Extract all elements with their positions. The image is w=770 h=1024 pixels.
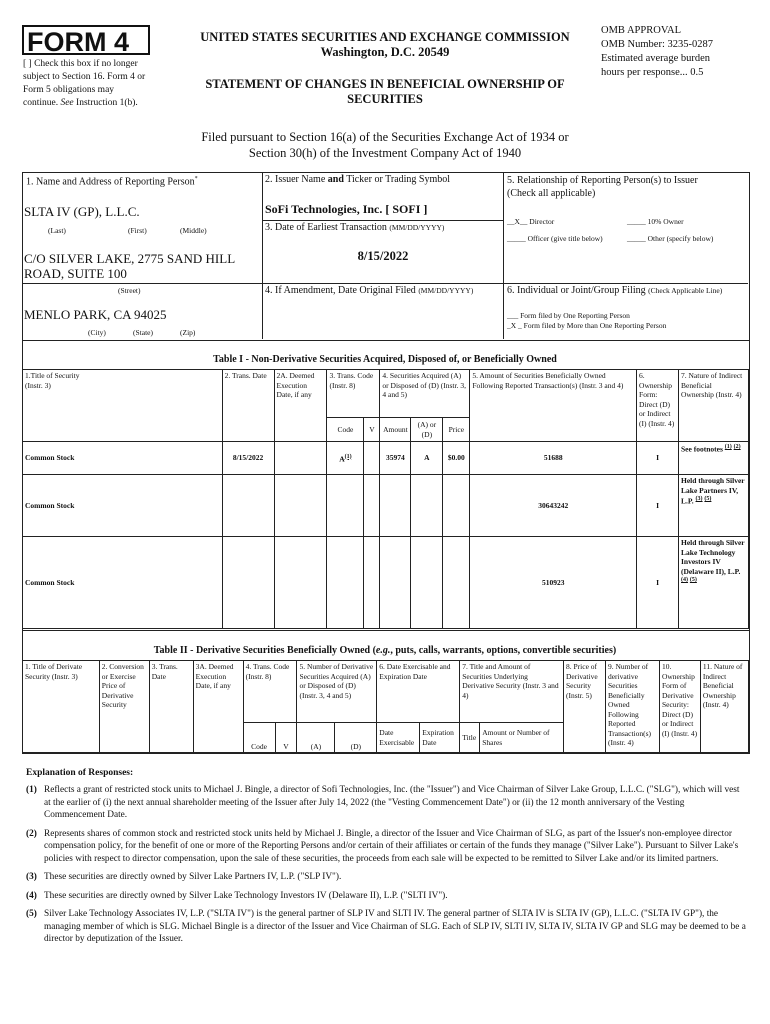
t1-cell-amount	[380, 475, 411, 537]
divider	[22, 283, 748, 284]
t2-header-number: 5. Number of Derivative Securities Acquired (A) or Disposed of (D) (Instr. 3, 4 and 5)	[297, 661, 377, 723]
state-label: (State)	[133, 328, 153, 337]
divider	[503, 172, 504, 339]
t1-cell-amount	[380, 537, 411, 629]
t1-cell-title: Common Stock	[23, 537, 223, 629]
reporting-person-name: SLTA IV (GP), L.L.C.	[24, 204, 140, 219]
box1-label-text: 1. Name and Address of Reporting Person	[26, 176, 195, 188]
t2-header-conversion: 2. Conversion or Exercise Price of Derivative Security	[99, 661, 149, 753]
agency-header	[170, 30, 600, 60]
table2-title-eg: e.g.	[375, 645, 391, 656]
t1-cell-title: Common Stock	[23, 475, 223, 537]
t1-code-value: A	[339, 454, 345, 463]
explanation-section	[26, 768, 746, 952]
t2-header-form: 10. Ownership Form of Derivative Security: Direct (D) or Indirect (I) (Instr. 4)	[659, 661, 700, 753]
box5-label-line: (Check all applicable)	[507, 188, 596, 199]
t2-header-owned: 9. Number of derivative Securities Beneficially Owned Following Reported Transaction(s) (Instr. 4)	[605, 661, 659, 753]
t2-sub-title: Title	[460, 723, 480, 753]
filed-pursuant	[100, 130, 670, 161]
street-line: ROAD, SUITE 100	[24, 266, 127, 281]
t2-header-underlying: 7. Title and Amount of Securities Underlying Derivative Security (Instr. 3 and 4)	[460, 661, 564, 723]
t1-cell-owned: 30643242	[470, 475, 637, 537]
filed-line: Filed pursuant to Section 16(a) of the Securities Exchange Act of 1934 or	[201, 130, 569, 144]
t1-cell-deemed	[274, 537, 327, 629]
table-row	[23, 442, 749, 475]
box2-label-text: 2. Issuer Name	[265, 174, 328, 185]
box1-label-mark: *	[194, 176, 198, 182]
t1-cell-code	[327, 475, 364, 537]
t1-header-deemed: 2A. Deemed Execution Date, if any	[274, 370, 327, 442]
t1-cell-nature	[679, 475, 749, 537]
first-label: (First)	[128, 226, 147, 235]
city-label: (City)	[88, 328, 106, 337]
t1-cell-code	[327, 442, 364, 475]
box2-label-and: and	[327, 174, 344, 185]
officer-checkbox[interactable]: _____ Officer (give title below)	[507, 234, 603, 243]
box6-label-text: 6. Individual or Joint/Group Filing	[507, 285, 646, 296]
box1-label	[26, 176, 198, 187]
t1-cell-form: I	[637, 475, 679, 537]
t2-sub-date-exercisable: Date Exercisable	[377, 723, 420, 753]
t1-cell-title: Common Stock	[23, 442, 223, 475]
t1-cell-v	[364, 537, 380, 629]
box2-label	[265, 174, 450, 185]
t2-sub-a: (A)	[297, 723, 335, 753]
t1-cell-amount: 35974	[380, 442, 411, 475]
checkbox-note-line	[23, 97, 173, 110]
t1-sub-v: V	[364, 418, 380, 442]
t1-sub-code: Code	[327, 418, 364, 442]
director-checkbox[interactable]: __X__ Director	[507, 217, 555, 226]
box4-label	[265, 285, 473, 296]
footnote	[26, 828, 746, 866]
checkbox-note-see: See	[60, 98, 74, 108]
t1-cell-date	[222, 537, 274, 629]
form-title: FORM 4	[22, 25, 150, 55]
footnote-number: (4)	[26, 890, 37, 901]
reporting-person-street	[24, 251, 260, 281]
t2-sub-expiration: Expiration Date	[420, 723, 460, 753]
t1-cell-form: I	[637, 537, 679, 629]
footnote	[26, 784, 746, 822]
footnote-link[interactable]: (5)	[704, 496, 712, 502]
t2-sub-code: Code	[243, 723, 275, 753]
box5-label	[507, 174, 698, 200]
t1-cell-nature	[679, 442, 749, 475]
t1-header-title	[23, 370, 223, 442]
footnote-text: Represents shares of common stock and restricted stock units held by Michael J. Bingle, a director of the Issuer and Vice Chairman of SLG, as part of the Issuer's non-employee director compensation policy, for the benefit of one or more of the Reporting Persons and/or certain of their affiliates or certain of the funds they manage ("Silver Lake"). Pursuant to Silver Lake's policies with respect to director compensation, upon the sale of these securities, the proceeds from each sale will be expected to be remitted to Silver Lake and/or its limited partners.	[44, 828, 739, 864]
checkbox-note-line[interactable]: [ ] Check this box if no longer	[23, 59, 138, 69]
footnote-link[interactable]: (3)	[695, 496, 703, 502]
t1-nature-text: Held through Silver Lake Partners IV, L.P.	[681, 476, 745, 506]
t2-sub-amount: Amount or Number of Shares	[480, 723, 564, 753]
middle-label: (Middle)	[180, 226, 207, 235]
t1-header-nature: 7. Nature of Indirect Beneficial Ownership (Instr. 4)	[679, 370, 749, 442]
t1-header-date: 2. Trans. Date	[222, 370, 274, 442]
checkbox-note-continue: continue.	[23, 98, 59, 108]
table2-title-text: , puts, calls, warrants, options, convertible securities)	[390, 645, 617, 656]
street-line: C/O SILVER LAKE, 2775 SAND HILL	[24, 251, 236, 266]
t1-cell-nature	[679, 537, 749, 629]
footnote	[26, 908, 746, 946]
footnote-number: (1)	[26, 785, 37, 795]
t1-cell-date	[222, 475, 274, 537]
box6-label-note: (Check Applicable Line)	[648, 286, 723, 295]
table1-title: Table I - Non-Derivative Securities Acquired, Disposed of, or Beneficially Owned	[213, 354, 557, 365]
box3-label-fmt: (MM/DD/YYYY)	[389, 223, 445, 232]
t1-sub-amount: Amount	[380, 418, 411, 442]
t1-cell-owned: 51688	[470, 442, 637, 475]
table2-title	[22, 645, 748, 656]
t1-sub-price: Price	[443, 418, 470, 442]
earliest-transaction-date: 8/15/2022	[357, 249, 409, 263]
t1-cell-v	[364, 475, 380, 537]
omb-line: Estimated average burden	[601, 53, 711, 64]
t1-cell-deemed	[274, 442, 327, 475]
t1-cell-date: 8/15/2022	[222, 442, 274, 475]
statement-line: STATEMENT OF CHANGES IN BENEFICIAL OWNERSHIP OF	[205, 77, 565, 91]
footnote-link[interactable]: (5)	[689, 577, 697, 583]
t1-nature-text: Held through Silver Lake Technology Investors IV (Delaware II), L.P.	[681, 538, 745, 576]
t1-cell-price	[443, 475, 470, 537]
one-reporting-person-option[interactable]: ___ Form filed by One Reporting Person	[507, 311, 630, 320]
table2	[22, 660, 749, 753]
t1-cell-price	[443, 537, 470, 629]
t1-cell-code	[327, 537, 364, 629]
t1-cell-price: $0.00	[443, 442, 470, 475]
table1	[22, 369, 749, 629]
footnote-text: Silver Lake Technology Associates IV, L.P. ("SLTA IV") is the general partner of SLP IV and SLTI IV. The general partner of SLTA IV is SLTA IV (GP), L.L.C. ("SLTA IV GP"), the managing member of which is SLG. Michael Bingle is a director of the Issuer and Vice Chairman of SLG. Each of SLP IV, SLTI IV, SLTA IV, SLTA IV GP and SLG may be deemed to be a director by deputization of the Issuer.	[44, 909, 746, 944]
t1-nature-text: See footnotes	[681, 444, 723, 454]
omb-line: OMB Number: 3235-0287	[601, 39, 713, 50]
t1-cell-v	[364, 442, 380, 475]
t1-header-code: 3. Trans. Code (Instr. 8)	[327, 370, 380, 418]
box6-label	[507, 285, 722, 296]
footnote-link[interactable]: (4)	[681, 577, 689, 583]
box4-label-text: 4. If Amendment, Date Original Filed	[265, 285, 416, 296]
t2-sub-v: V	[275, 723, 297, 753]
table2-title-text: Table II - Derivative Securities Beneficially Owned (	[153, 645, 376, 656]
issuer-name: SoFi Technologies, Inc. [ SOFI ]	[265, 202, 428, 216]
statement-title	[170, 77, 600, 107]
divider	[262, 220, 503, 221]
box3-label-text: 3. Date of Earliest Transaction	[265, 222, 387, 233]
t1-header-form: 6. Ownership Form: Direct (D) or Indirect (I) (Instr. 4)	[637, 370, 679, 442]
t2-header-code: 4. Trans. Code (Instr. 8)	[243, 661, 297, 723]
filed-line: Section 30(h) of the Investment Company Act of 1940	[248, 145, 522, 160]
t1-header-owned: 5. Amount of Securities Beneficially Owned Following Reported Transaction(s) (Instr. 3 and 4)	[470, 370, 637, 442]
footnote-text: Reflects a grant of restricted stock units to Michael J. Bingle, a director of Sofi Technologies, Inc. (the "Issuer") and Vice Chairman of Silver Lake Group, L.L.C. ("SLG"), which will vest at the earlier of (i) the next annual shareholder meeting of the Issuer after July 14, 2022 (the "Vesting Commencement Date") or (ii) the 12 month anniversary of the Vesting Commencement Date.	[44, 785, 740, 820]
t2-header-exercisable: 6. Date Exercisable and Expiration Date	[377, 661, 460, 723]
checkbox-note-line: subject to Section 16. Form 4 or	[23, 72, 146, 82]
box5-label-line: 5. Relationship of Reporting Person(s) to Issuer	[507, 175, 698, 186]
t1-cell-aord: A	[411, 442, 443, 475]
agency-city: Washington, D.C. 20549	[320, 45, 450, 59]
checkbox-note-line: Form 5 obligations may	[23, 85, 115, 95]
t2-header-nature: 11. Nature of Indirect Beneficial Ownership (Instr. 4)	[700, 661, 748, 753]
footnote-text: These securities are directly owned by Silver Lake Technology Investors IV (Delaware II), L.P. ("SLTI IV").	[44, 890, 448, 901]
last-label: (Last)	[48, 226, 66, 235]
t2-header-date: 3. Trans. Date	[149, 661, 193, 753]
footnote-link[interactable]: (2)	[733, 444, 741, 450]
t1-sub-aord: (A) or (D)	[411, 418, 443, 442]
reporting-person-city: MENLO PARK, CA 94025	[24, 307, 167, 322]
t1-cell-deemed	[274, 475, 327, 537]
checkbox-note-instr: Instruction 1(b).	[76, 98, 138, 108]
footnote-number: (3)	[26, 872, 37, 882]
box2-label-text: Ticker or Trading Symbol	[343, 174, 451, 185]
t2-header-price: 8. Price of Derivative Security (Instr. 5)	[564, 661, 606, 753]
t2-header-title: 1. Title of Derivate Security (Instr. 3)	[23, 661, 100, 753]
t2-sub-d: (D)	[335, 723, 377, 753]
checkbox-note	[23, 58, 173, 110]
footnote-number: (5)	[26, 909, 37, 919]
table-row	[23, 475, 749, 537]
explanation-heading: Explanation of Responses:	[26, 768, 134, 778]
statement-line: SECURITIES	[347, 92, 423, 106]
box4-label-fmt: (MM/DD/YYYY)	[418, 286, 474, 295]
footnote	[26, 890, 746, 903]
other-checkbox[interactable]: _____ Other (specify below)	[627, 234, 714, 243]
multiple-reporting-persons-option[interactable]: _X _ Form filed by More than One Reporting Person	[507, 321, 667, 330]
t1-h1: 1.Title of Security	[25, 371, 80, 380]
street-label: (Street)	[118, 286, 141, 295]
agency-name: UNITED STATES SECURITIES AND EXCHANGE COMMISSION	[200, 30, 570, 44]
ten-percent-owner-checkbox[interactable]: _____ 10% Owner	[627, 217, 684, 226]
t1-header-acquired: 4. Securities Acquired (A) or Disposed of (D) (Instr. 3, 4 and 5)	[380, 370, 470, 418]
t2-header-deemed: 3A. Deemed Execution Date, if any	[193, 661, 243, 753]
footnote-link[interactable]: (1)	[724, 444, 732, 450]
t1-cell-owned: 510923	[470, 537, 637, 629]
t1-cell-aord	[411, 537, 443, 629]
omb-approval	[601, 24, 761, 80]
omb-line: hours per response... 0.5	[601, 67, 704, 78]
footnote-link[interactable]: (1)	[344, 453, 352, 460]
t1-cell-aord	[411, 475, 443, 537]
omb-line: OMB APPROVAL	[601, 25, 682, 36]
box3-label	[265, 222, 444, 233]
t1-h1b: (Instr. 3)	[25, 380, 51, 390]
t1-cell-form: I	[637, 442, 679, 475]
footnote-number: (2)	[26, 828, 37, 839]
table-row	[23, 537, 749, 629]
zip-label: (Zip)	[180, 328, 196, 337]
footnote-text: These securities are directly owned by Silver Lake Partners IV, L.P. ("SLP IV").	[44, 872, 342, 882]
footnote	[26, 871, 746, 884]
